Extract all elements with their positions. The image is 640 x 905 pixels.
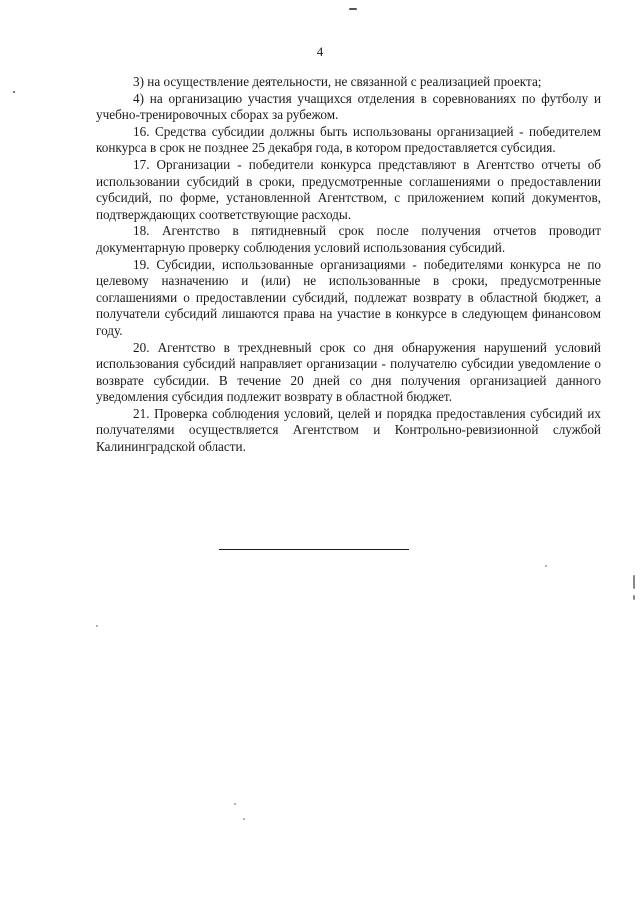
scan-speck <box>545 565 547 567</box>
scan-speck <box>243 818 245 820</box>
closing-rule-line <box>219 549 409 550</box>
paragraph-20: 20. Агентство в трехдневный срок со дня обнаружения нарушений условий использования субсидий направляет организации - получателю субсидии уведомление о возврате субсидии. В течение 20 дней со дня получения организацией данного уведомления субсидия подлежит возврату в областной бюджет. <box>96 339 601 405</box>
scan-speck <box>633 575 635 589</box>
scan-speck <box>13 91 15 93</box>
paragraph-item-3: 3) на осуществление деятельности, не связанной с реализацией проекта; <box>133 74 542 89</box>
page-number: 4 <box>316 44 324 59</box>
paragraph-19: 19. Субсидии, использованные организациями - победителями конкурса не по целевому назначению и (или) не использованные в сроки, предусмотренные соглашениями о предоставлении субсидий, подлежат возврату в областной бюджет, а получатели субсидий лишаются права на участие в конкурсе в следующем финансовом году. <box>96 256 601 338</box>
scan-speck <box>96 625 98 627</box>
paragraph-21: 21. Проверка соблюдения условий, целей и порядка предоставления субсидий их получателями осуществляется Агентством и Контрольно-ревизионной службой Калининградской области. <box>96 405 601 455</box>
scan-speck <box>633 595 635 600</box>
paragraph-16: 16. Средства субсидии должны быть использованы организацией - победителем конкурса в срок не позднее 25 декабря года, в котором предоставляется субсидия. <box>96 123 601 156</box>
document-body <box>96 74 601 456</box>
paragraph-17: 17. Организации - победители конкурса представляют в Агентство отчеты об использовании субсидий в сроки, предусмотренные соглашениями о предоставлении субсидий, по форме, установленной Агентством, с приложением копий документов, подтверждающих соответствующие расходы. <box>96 156 601 222</box>
scan-speck <box>349 8 357 10</box>
paragraph-item-4: 4) на организацию участия учащихся отделения в соревнованиях по футболу и учебно-тренировочных сборах за рубежом. <box>96 90 601 123</box>
paragraph-18: 18. Агентство в пятидневный срок после получения отчетов проводит документарную проверку соблюдения условий использования субсидий. <box>96 223 601 255</box>
scan-speck <box>234 803 236 805</box>
